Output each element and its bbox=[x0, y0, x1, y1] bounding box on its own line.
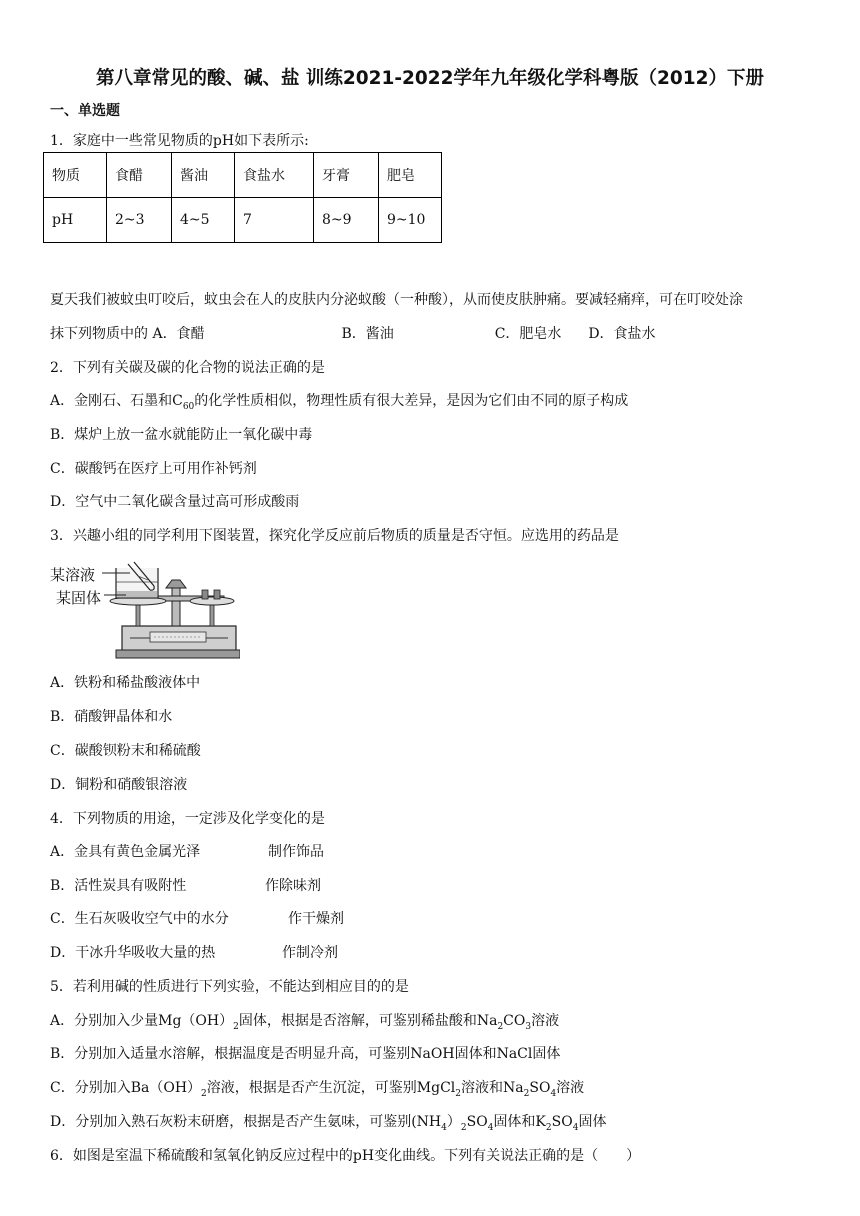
table-cell: pH bbox=[44, 198, 107, 243]
text: C．分别加入Ba（OH） bbox=[50, 1080, 202, 1096]
q4-option-d[interactable] bbox=[50, 942, 338, 962]
q4-option-a-use: 制作饰品 bbox=[268, 844, 324, 860]
q3-option-b[interactable]: B．硝酸钾晶体和水 bbox=[50, 709, 173, 725]
table-cell: 牙膏 bbox=[314, 153, 379, 198]
q1-text-line1: 夏天我们被蚊虫叮咬后，蚊虫会在人的皮肤内分泌蚁酸（一种酸），从而使皮肤肿痛。要减轻痛痒，可在叮咬处涂 bbox=[50, 292, 743, 308]
q6-stem: 6．如图是室温下稀硫酸和氢氧化钠反应过程中的pH变化曲线。下列有关说法正确的是（ ） bbox=[50, 1148, 641, 1164]
table-cell: 7 bbox=[235, 198, 314, 243]
q5-stem: 5．若利用碱的性质进行下列实验，不能达到相应目的的是 bbox=[50, 979, 409, 995]
table-cell: 2~3 bbox=[107, 198, 172, 243]
subscript: 3 bbox=[525, 1021, 532, 1032]
q4-option-c[interactable] bbox=[50, 908, 344, 928]
subscript: 2 bbox=[497, 1021, 504, 1032]
q1-option-d[interactable]: D．食盐水 bbox=[588, 326, 656, 342]
balance-figure bbox=[50, 558, 240, 666]
q1-option-a[interactable]: A．食醋 bbox=[152, 326, 205, 342]
q5-option-d[interactable] bbox=[50, 1111, 606, 1133]
table-cell: 9~10 bbox=[379, 198, 442, 243]
q1-text-line2 bbox=[50, 323, 656, 343]
subscript: 2 bbox=[201, 1088, 207, 1099]
q2-option-b[interactable]: B．煤炉上放一盆水就能防止一氧化碳中毒 bbox=[50, 427, 313, 443]
text: 溶液 bbox=[531, 1013, 560, 1029]
q2-option-a[interactable] bbox=[50, 390, 628, 412]
subscript: 4 bbox=[550, 1088, 557, 1099]
figure-label-solution: 某溶液 bbox=[50, 566, 96, 584]
q5-option-a[interactable] bbox=[50, 1010, 559, 1032]
table-cell: 肥皂 bbox=[379, 153, 442, 198]
q4-stem: 4．下列物质的用途，一定涉及化学变化的是 bbox=[50, 811, 325, 827]
q2-option-a-pre: A．金刚石、石墨和C bbox=[50, 393, 183, 409]
q4-option-a-text: A．金具有黄色金属光泽 bbox=[50, 844, 201, 860]
q1-text-prefix: 抹下列物质中的 bbox=[50, 326, 148, 342]
text: 固体和K bbox=[493, 1114, 546, 1130]
table-cell: 物质 bbox=[44, 153, 107, 198]
q4-option-d-text: D．干冰升华吸收大量的热 bbox=[50, 945, 216, 961]
q3-option-d[interactable]: D．铜粉和硝酸银溶液 bbox=[50, 777, 188, 793]
text: ） bbox=[446, 1114, 461, 1130]
subscript: 2 bbox=[545, 1122, 552, 1133]
table-cell: 食盐水 bbox=[235, 153, 314, 198]
q4-option-b-use: 作除味剂 bbox=[265, 878, 321, 894]
subscript: 4 bbox=[441, 1122, 447, 1133]
q4-option-a[interactable] bbox=[50, 841, 324, 861]
text: SO bbox=[466, 1114, 488, 1130]
figure-label-solid: 某固体 bbox=[56, 589, 102, 607]
subscript: 2 bbox=[460, 1122, 467, 1133]
table-row bbox=[44, 198, 442, 243]
q2-option-c[interactable]: C．碳酸钙在医疗上可用作补钙剂 bbox=[50, 461, 257, 477]
q1-option-b[interactable]: B．酱油 bbox=[341, 326, 394, 342]
table-cell: 食醋 bbox=[107, 153, 172, 198]
text: SO bbox=[551, 1114, 573, 1130]
text: 溶液，根据是否产生沉淀，可鉴别MgCl bbox=[206, 1080, 456, 1096]
q4-option-c-use: 作干燥剂 bbox=[288, 911, 344, 927]
q1-option-c[interactable]: C．肥皂水 bbox=[494, 326, 562, 342]
q3-option-c[interactable]: C．碳酸钡粉末和稀硫酸 bbox=[50, 743, 201, 759]
ph-table bbox=[43, 152, 442, 243]
page-title: 第八章常见的酸、碱、盐 训练2021-2022学年九年级化学科粤版（2012）下册 bbox=[95, 68, 765, 89]
table-cell: 酱油 bbox=[172, 153, 235, 198]
subscript: 4 bbox=[572, 1122, 579, 1133]
q2-option-a-post: 的化学性质相似，物理性质有很大差异，是因为它们由不同的原子构成 bbox=[194, 393, 629, 409]
q5-option-c[interactable] bbox=[50, 1077, 584, 1099]
q4-option-d-use: 作制冷剂 bbox=[282, 945, 338, 961]
subscript: 2 bbox=[523, 1088, 530, 1099]
text: D．分别加入熟石灰粉末研磨，根据是否产生氨味，可鉴别(NH bbox=[50, 1114, 442, 1130]
q2-stem: 2．下列有关碳及碳的化合物的说法正确的是 bbox=[50, 360, 325, 376]
section-heading: 一、单选题 bbox=[50, 103, 120, 119]
table-cell: 4~5 bbox=[172, 198, 235, 243]
table-header-row bbox=[44, 153, 442, 198]
q3-stem: 3．兴趣小组的同学利用下图装置，探究化学反应前后物质的质量是否守恒。应选用的药品是 bbox=[50, 528, 619, 544]
q4-option-c-text: C．生石灰吸收空气中的水分 bbox=[50, 911, 229, 927]
q1-stem: 1．家庭中一些常见物质的pH如下表所示: bbox=[50, 133, 309, 149]
text: A．分别加入少量Mg（OH） bbox=[50, 1013, 234, 1029]
q4-option-b[interactable] bbox=[50, 875, 321, 895]
subscript: 2 bbox=[455, 1088, 462, 1099]
q2-option-d[interactable]: D．空气中二氧化碳含量过高可形成酸雨 bbox=[50, 494, 300, 510]
q4-option-b-text: B．活性炭具有吸附性 bbox=[50, 878, 187, 894]
text: 溶液和Na bbox=[461, 1080, 524, 1096]
text: SO bbox=[529, 1080, 551, 1096]
table-cell: 8~9 bbox=[314, 198, 379, 243]
text: 溶液 bbox=[556, 1080, 585, 1096]
q5-option-b[interactable]: B．分别加入适量水溶解，根据温度是否明显升高，可鉴别NaOH固体和NaCl固体 bbox=[50, 1046, 561, 1062]
subscript: 60 bbox=[182, 401, 195, 412]
text: 固体 bbox=[578, 1114, 607, 1130]
subscript: 4 bbox=[487, 1122, 494, 1133]
q3-option-a[interactable]: A．铁粉和稀盐酸液体中 bbox=[50, 675, 201, 691]
text: CO bbox=[503, 1013, 526, 1029]
subscript: 2 bbox=[233, 1021, 239, 1032]
text: 固体，根据是否溶解，可鉴别稀盐酸和Na bbox=[238, 1013, 498, 1029]
